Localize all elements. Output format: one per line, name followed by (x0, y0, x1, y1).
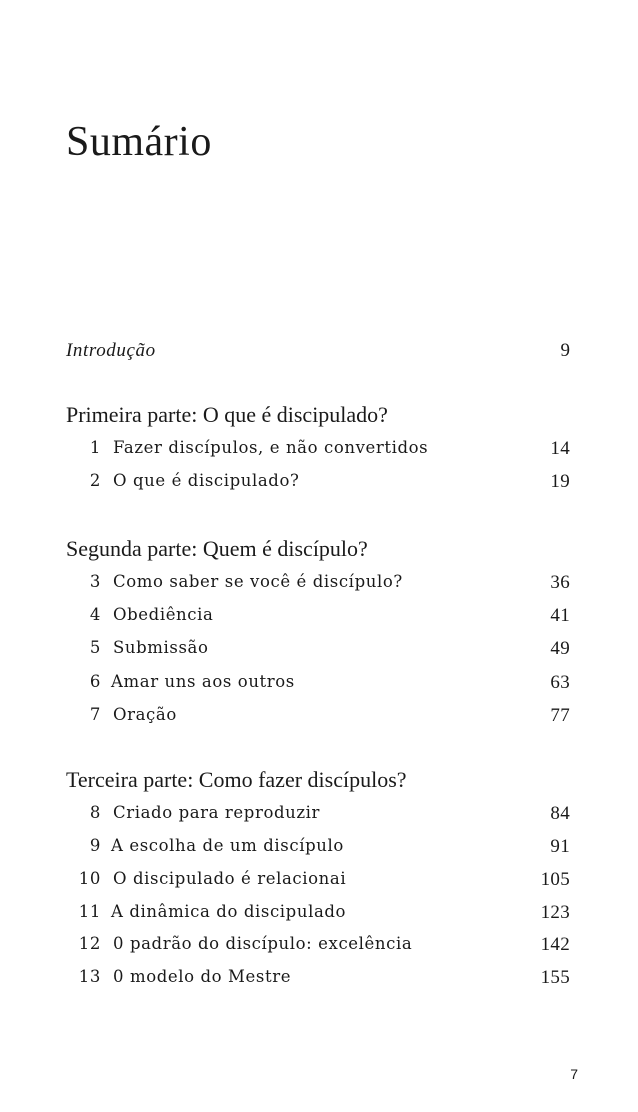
chapter-title: Obediência (113, 605, 214, 624)
chapter-title: Submissão (113, 638, 209, 657)
toc-entry (66, 471, 570, 497)
chapter-page: 84 (550, 803, 570, 824)
toc-entry (66, 803, 570, 829)
toc-entry (66, 836, 570, 862)
chapter-number: 12 (78, 934, 101, 953)
toc-entry (66, 605, 570, 631)
chapter-number: 10 (78, 869, 101, 888)
page-title: Sumário (66, 119, 212, 165)
chapter-page: 41 (550, 605, 570, 626)
chapter-title: Criado para reproduzir (113, 803, 321, 822)
toc-entry (66, 967, 570, 993)
part-heading-2: Segunda parte: Quem é discípulo? (66, 536, 368, 561)
chapter-number: 2 (89, 471, 101, 490)
chapter-number: 3 (89, 572, 101, 591)
chapter-number: 11 (78, 902, 101, 921)
chapter-title: Fazer discípulos, e não convertidos (113, 438, 429, 457)
chapter-page: 49 (550, 638, 570, 659)
chapter-page: 77 (550, 705, 570, 726)
toc-entry (66, 902, 570, 928)
toc-entry (66, 438, 570, 464)
chapter-page: 36 (550, 572, 570, 593)
chapter-number: 5 (89, 638, 101, 657)
toc-entry (66, 672, 570, 698)
chapter-title: Amar uns aos outros (111, 672, 295, 691)
chapter-page: 105 (540, 869, 570, 890)
toc-entry (66, 705, 570, 731)
chapter-title: O que é discipulado? (113, 471, 300, 490)
toc-entry-introduction (66, 340, 570, 366)
toc-entry (66, 934, 570, 960)
chapter-page: 91 (550, 836, 570, 857)
toc-entry-label: Introdução (66, 340, 156, 361)
chapter-number: 1 (89, 438, 101, 457)
chapter-number: 4 (89, 605, 101, 624)
chapter-number: 6 (89, 672, 101, 691)
chapter-title: 0 modelo do Mestre (113, 967, 292, 986)
chapter-title: Como saber se você é discípulo? (113, 572, 403, 591)
chapter-number: 8 (89, 803, 101, 822)
chapter-page: 63 (550, 672, 570, 693)
chapter-title: 0 padrão do discípulo: excelência (113, 934, 413, 953)
toc-entry (66, 869, 570, 895)
chapter-number: 13 (78, 967, 101, 986)
chapter-title: Oração (113, 705, 177, 724)
part-heading-3: Terceira parte: Como fazer discípulos? (66, 767, 407, 792)
chapter-page: 123 (540, 902, 570, 923)
chapter-page: 19 (550, 471, 570, 492)
toc-entry (66, 638, 570, 664)
toc-entry-page: 9 (560, 340, 570, 361)
chapter-page: 14 (550, 438, 570, 459)
chapter-page: 155 (540, 967, 570, 988)
toc-entry (66, 572, 570, 598)
page-number: 7 (570, 1066, 578, 1082)
chapter-title: O discipulado é relacionai (113, 869, 347, 888)
chapter-title: A escolha de um discípulo (111, 836, 344, 855)
chapter-title: A dinâmica do discipulado (111, 902, 347, 921)
chapter-number: 7 (89, 705, 101, 724)
chapter-number: 9 (89, 836, 101, 855)
part-heading-1: Primeira parte: O que é discipulado? (66, 402, 388, 427)
chapter-page: 142 (540, 934, 570, 955)
